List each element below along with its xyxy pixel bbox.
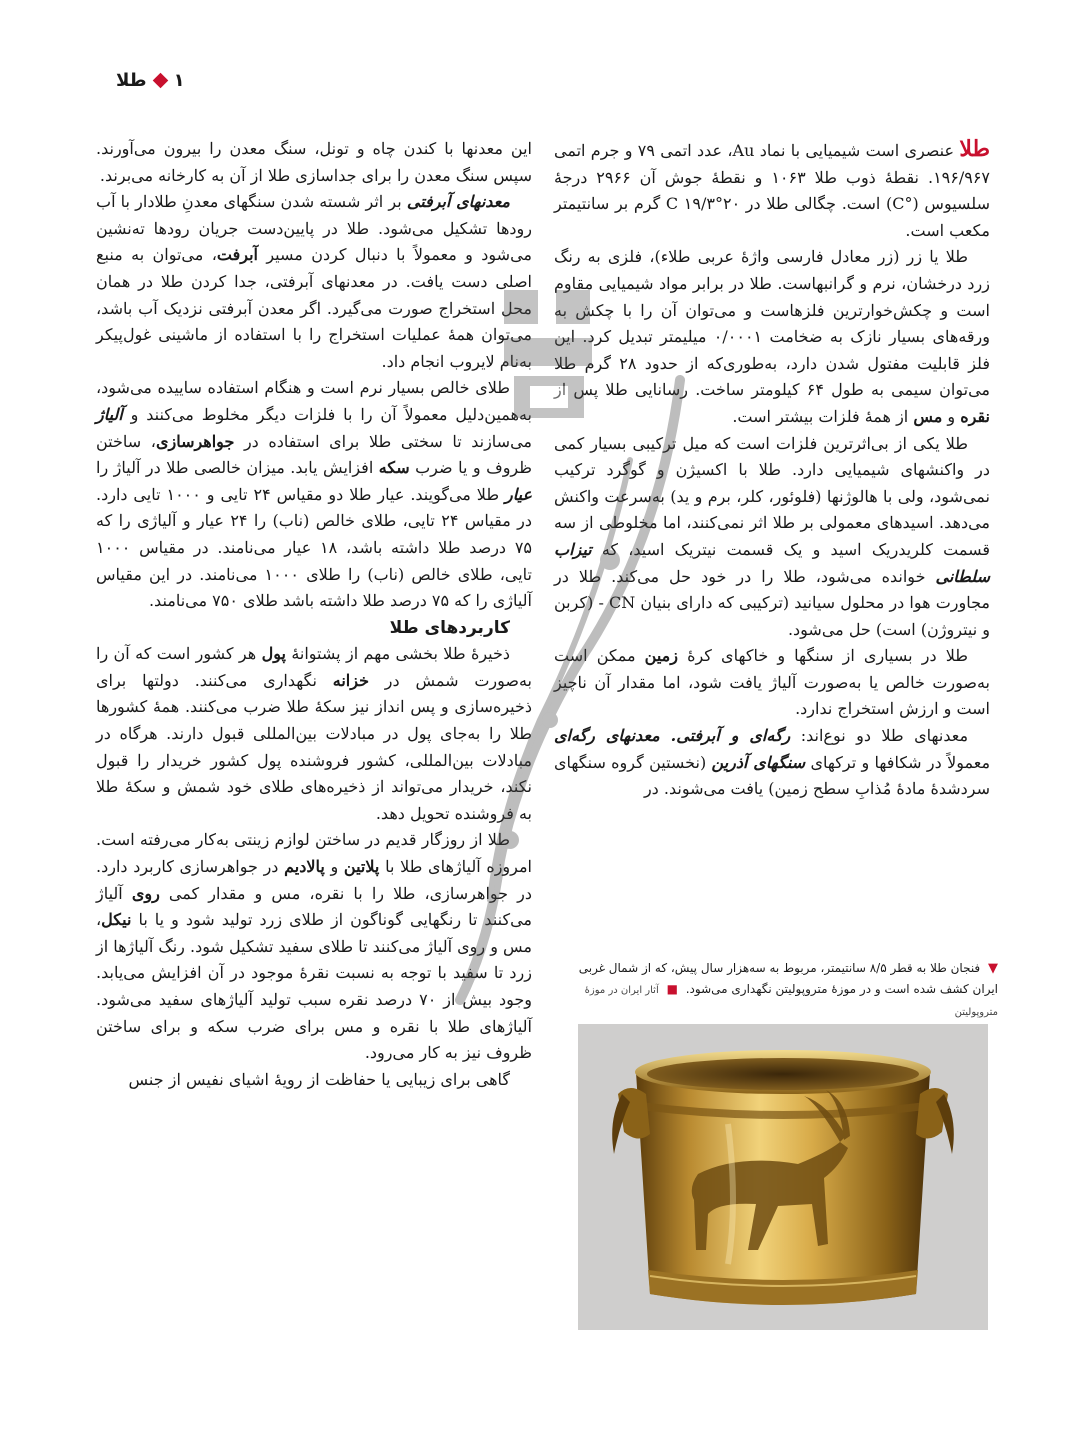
paragraph-text: ، می‌توان به منبع اصلی دست یافت. در معدنهای آبرفتی، جدا کردن طلا در همان محل استخراج صورت می‌گیرد. اگر معدن آبرفتی نزدیک آب باشد، می‌توان همهٔ عملیات استخراج را با استفاده از ماشینی غول‌پیکر به‌نام لایروب انجام داد.: [96, 245, 532, 371]
term-link[interactable]: مس: [913, 406, 943, 426]
term-link[interactable]: زمین: [644, 646, 678, 666]
paragraph-text: طلای خالص بسیار نرم است و هنگام استفاده ساییده می‌شود، به‌همین‌دلیل معمولاً آن را با فلزات دیگر مخلوط می‌کنند و: [96, 378, 532, 424]
paragraph-text: ذخیرهٔ طلا بخشی مهم از پشتوانهٔ: [291, 644, 511, 664]
paragraph-text: ، مس و روی آلیاژ می‌کنند تا طلای سفید تشکیل شود. رنگ آلیاژها از زرد تا سفید با توجه به نسبت نقرهٔ موجود در آن افزایش می‌یابد. وجود بیش از ۷۰ درصد نقره سبب تولید آلیاژهای سفید می‌شود. آلیاژهای طلا با نقره و مس برای ضرب سکه و برای ساختن ظروف نیز به کار می‌رود.: [95, 910, 533, 1063]
paragraph-text: معدنهای طلا دو نوع‌اند:: [800, 726, 969, 746]
gold-cup-photo: [578, 1024, 988, 1330]
page-header: [112, 62, 352, 98]
paragraph: [554, 431, 990, 644]
term-emphasis: آلیاژ: [96, 404, 123, 424]
paragraph-text: می‌سازند تا سختی طلا برای استفاده در: [243, 431, 532, 451]
paragraph-text: خوانده می‌شود، طلا را در خود حل می‌کند. طلا در مجاورت هوا در محلول سیانید (ترکیبی که دارای بنیان CN - (کربن و نیتروژن) است) حل می‌شود.: [554, 566, 991, 639]
paragraph: [554, 244, 990, 430]
paragraph-text: رسانایی طلا پس از: [554, 380, 688, 400]
article-column-right: [554, 136, 990, 803]
paragraph-text: عنصری است شیمیایی با نماد Au، عدد اتمی ۷۹ و جرم اتمی ۱۹۶/۹۶۷. نقطهٔ ذوب طلا ۱۰۶۳ و نقطهٔ جوش آن ۲۹۶۶ درجهٔ سلسیوس (°C) است. چگالی طلا در ۲۰°C ۱۹/۳ گرم بر سانتیمتر مکعب است.: [554, 141, 991, 240]
paragraph-text: طلا از روزگار قدیم در ساختن لوازم زینتی به‌کار می‌رفته است. امروزه آلیاژهای طلا با: [96, 830, 532, 877]
photo-credit: آثار ایران در موزهٔ متروپولیتن: [584, 985, 998, 1018]
article-column-left: [96, 136, 532, 1093]
paragraph-text: و: [947, 406, 956, 426]
paragraph-text: در جواهرسازی کاربرد دارد. در جواهرسازی، طلا را با نقره، مس و مقدار کمی: [96, 857, 532, 903]
term-link[interactable]: سکه: [378, 458, 410, 478]
paragraph-text: آلیاژ می‌کنند تا رنگهایی گوناگون از طلای زرد تولید شود و یا با: [96, 883, 532, 930]
term-emphasis: . معدنهای رگه‌ای: [554, 726, 677, 746]
term-emphasis: معدنهای آبرفتی: [406, 192, 510, 212]
paragraph-text: از همهٔ فلزات بیشتر است.: [732, 406, 909, 426]
paragraph: [96, 136, 532, 189]
term-emphasis: عیار: [505, 484, 532, 504]
term-link[interactable]: خزانه: [332, 670, 369, 690]
camera-icon: ■: [666, 982, 678, 996]
term-link[interactable]: پالادیم: [284, 857, 325, 877]
paragraph-text: هر کشور است که آن را به‌صورت شمش در: [96, 644, 533, 690]
paragraph-text: این معدنها با کندن چاه و تونل، سنگ معدن را بیرون می‌آورند. سپس سنگ معدن را برای جداسازی طلا از آن به کارخانه می‌برند.: [96, 139, 533, 185]
paragraph: [554, 136, 990, 244]
term-link[interactable]: جواهرسازی: [155, 431, 235, 451]
paragraph: [96, 1067, 532, 1094]
term-link[interactable]: نقره: [960, 406, 990, 426]
triangle-down-icon: ▼: [988, 961, 998, 976]
paragraph-text: (نخستین گروه سنگهای سردشدهٔ مادهٔ مُذابِ سطح زمین) یافت می‌شوند. در: [554, 752, 990, 799]
entry-lead-word: طلا: [959, 136, 990, 162]
paragraph: [554, 643, 990, 723]
paragraph: [96, 641, 532, 827]
paragraph-text: طلا یکی از بی‌اثرترین فلزات است که میل ترکیبی بسیار کمی در واکنشهای شیمیایی دارد. طلا با اکسیژن و گوگرد ترکیب نمی‌شود، ولی با هالوژنها (فلوئور، کلر، برم و ید) به‌سرعت واکنش می‌دهد. اسیدهای معمولی بر طلا اثر نمی‌کنند، اما مخلوطی از سه قسمت کلریدریک اسید و یک قسمت نیتریک اسید، که: [554, 433, 990, 559]
paragraph-text: گاهی برای زیبایی یا حفاظت از رویهٔ اشیای نفیس از جنس: [128, 1069, 510, 1089]
diamond-icon: [152, 72, 168, 88]
page-number: ۱: [173, 69, 185, 91]
gold-cup-illustration: [578, 1024, 988, 1330]
paragraph-text: بر اثر شسته شدن سنگهای معدنِ طلادار با آب رودها تشکیل می‌شود. طلا در پایین‌دست جریان رودها ته‌نشین می‌شود و معمولاً با دنبال کردن مسیر: [96, 192, 532, 265]
paragraph-text: افزایش یابد. میزان خالصی طلا در آلیاژ را: [96, 458, 374, 478]
term-link[interactable]: نیکل: [101, 910, 132, 930]
term-link[interactable]: آبرفت: [216, 245, 258, 265]
term-emphasis: رگه‌ای و آبرفتی: [676, 726, 791, 746]
paragraph-text: طلا در بسیاری از سنگها و خاکهای کرهٔ: [687, 646, 968, 666]
figure-caption: [578, 958, 998, 1023]
paragraph: [96, 827, 532, 1066]
paragraph: [554, 723, 990, 803]
section-heading: کاربردهای طلا: [389, 617, 510, 638]
term-link[interactable]: روی: [131, 883, 160, 903]
term-link[interactable]: پلاتین: [343, 857, 380, 877]
running-title: طلا: [116, 69, 147, 91]
paragraph-text: طلا می‌گویند. عیار طلا دو مقیاس ۲۴ تایی و ۱۰۰۰ تایی دارد. در مقیاس ۲۴ تایی، طلای خالص (ناب) را ۲۴ عیار و آلیاژی را که ۷۵ درصد طلا داشته باشد، ۱۸ عیار می‌نامند. در مقیاس ۱۰۰۰ تایی، طلای خالص (ناب) را طلای ۱۰۰۰ می‌نامند. در این مقیاس آلیاژی را که ۷۵ درصد طلا داشته باشد طلای ۷۵۰ می‌نامند.: [96, 484, 533, 611]
paragraph: [96, 189, 532, 375]
term-emphasis: تیزاب سلطانی: [554, 539, 990, 586]
paragraph-text: ، ساختن ظروف و یا ضرب: [96, 431, 532, 478]
caption-text: فنجان طلا به قطر ۸/۵ سانتیمتر، مربوط به سه‌هزار سال پیش، که از شمال غربی ایران کشف شده است و در موزهٔ متروپولیتن نگهداری می‌شود.: [578, 961, 998, 996]
paragraph-text: نگهداری می‌کنند. دولتها برای ذخیره‌سازی و پس انداز نیز سکهٔ طلا ضرب می‌کنند. همهٔ کشورها طلا را به‌جای پول در مبادلات بین‌المللی قبول دارند. هرگاه در مبادلات بین‌المللی، کشور فروشنده پول کشور خریدار را قبول نکند، خریدار می‌تواند از ذخیره‌های طلای خود شمش و سکهٔ طلا به فروشنده تحویل دهد.: [96, 670, 532, 823]
paragraph-text: و: [330, 857, 339, 877]
paragraph-text: طلا یا زر (زر معادل فارسی واژهٔ عربی طلاء)، فلزی به رنگ زرد درخشان، نرم و گرانبهاست. طلا در برابر مواد شیمیایی مقاوم است و چکش‌خوارترین فلزهاست و می‌توان آن را با چکش به ورقه‌های بسیار نازک به ضخامت ۰/۰۰۰۱ میلیمتر تبدیل کرد. این فلز قابلیت مفتول شدن دارد، به‌طوری‌که از حدود ۲۸ گرم طلا می‌توان سیمی به طول ۶۴ کیلومتر ساخت.: [554, 247, 990, 400]
paragraph: [96, 375, 532, 614]
term-link[interactable]: پول: [261, 644, 286, 664]
term-emphasis: سنگهای آذرین: [711, 752, 806, 772]
paragraph-text: معمولاً در شکافها و ترکهای: [810, 752, 991, 772]
paragraph-text: ممکن است به‌صورت خالص یا به‌صورت آلیاژ یافت شود، اما مقدار آن ناچیز است و ارزش استخراج ندارد.: [554, 646, 990, 719]
